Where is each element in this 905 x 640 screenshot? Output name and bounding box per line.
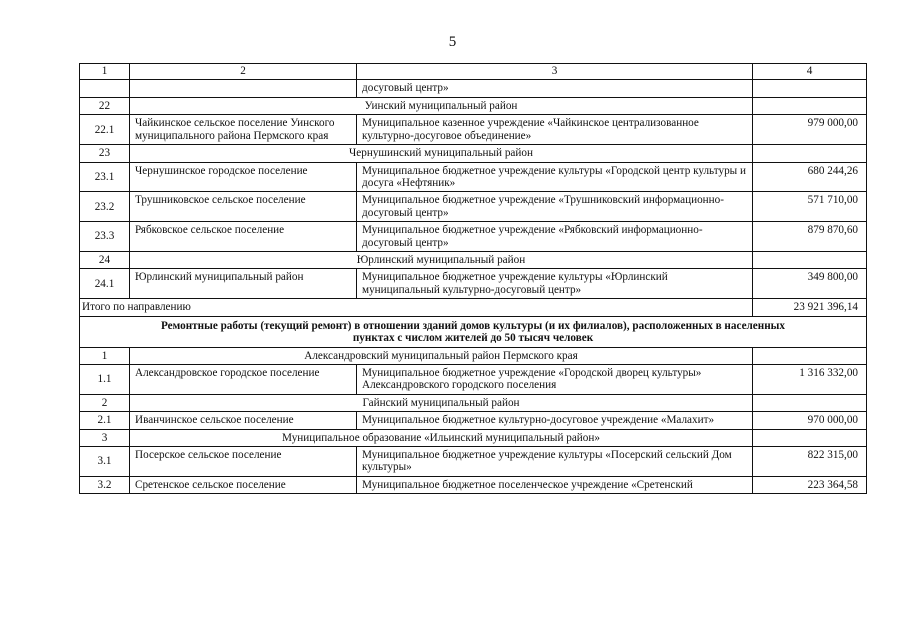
column-number: 2 [130, 64, 357, 80]
section-heading: Ремонтные работы (текущий ремонт) в отношении зданий домов культуры (и их филиалов), расположенных в населенных пунктах с числом жителей до 50 тысяч человек [80, 316, 867, 347]
settlement-cell: Сретенское сельское поселение [130, 476, 357, 493]
amount-cell: 349 800,00 [753, 269, 867, 299]
row-number: 1.1 [80, 364, 130, 394]
total-label: Итого по направлению [80, 299, 753, 316]
region-name: Юрлинский муниципальный район [130, 252, 753, 269]
table-row [80, 476, 867, 493]
region-row [80, 429, 867, 446]
institution-cell: Муниципальное бюджетное поселенческое учреждение «Сретенский [357, 476, 753, 493]
table-row [80, 269, 867, 299]
institution-cell: Муниципальное бюджетное учреждение культуры «Юрлинский муниципальный культурно-досуговый центр» [357, 269, 753, 299]
region-name: Александровский муниципальный район Пермского края [130, 347, 753, 364]
row-number: 22.1 [80, 115, 130, 145]
continued-row [80, 80, 867, 98]
institution-cell: Муниципальное бюджетное учреждение «Городской дворец культуры» Александровского городского поселения [357, 364, 753, 394]
settlement-cell: Юрлинский муниципальный район [130, 269, 357, 299]
region-number: 22 [80, 98, 130, 115]
table-row [80, 412, 867, 429]
row-number: 3.2 [80, 476, 130, 493]
institution-cell: Муниципальное бюджетное учреждение «Трушниковский информационно-досуговый центр» [357, 192, 753, 222]
funding-table [79, 63, 867, 494]
region-number: 1 [80, 347, 130, 364]
row-number: 23.3 [80, 222, 130, 252]
region-number: 2 [80, 394, 130, 411]
row-number: 2.1 [80, 412, 130, 429]
region-name: Уинский муниципальный район [130, 98, 753, 115]
table-row [80, 446, 867, 476]
amount-cell: 970 000,00 [753, 412, 867, 429]
region-row [80, 347, 867, 364]
table-row [80, 222, 867, 252]
amount-cell: 223 364,58 [753, 476, 867, 493]
row-number: 3.1 [80, 446, 130, 476]
row-number: 24.1 [80, 269, 130, 299]
total-amount: 23 921 396,14 [753, 299, 867, 316]
section-heading-row [80, 316, 867, 347]
column-number: 1 [80, 64, 130, 80]
institution-cell: Муниципальное бюджетное учреждение культуры «Городской центр культуры и досуга «Нефтяник» [357, 162, 753, 192]
settlement-cell: Посерское сельское поселение [130, 446, 357, 476]
region-row [80, 252, 867, 269]
institution-cell: Муниципальное казенное учреждение «Чайкинское централизованное культурно-досуговое объединение» [357, 115, 753, 145]
amount-cell: 822 315,00 [753, 446, 867, 476]
settlement-cell: Чайкинское сельское поселение Уинского муниципального района Пермского края [130, 115, 357, 145]
settlement-cell: Иванчинское сельское поселение [130, 412, 357, 429]
region-number: 23 [80, 145, 130, 162]
amount-cell: 879 870,60 [753, 222, 867, 252]
settlement-cell: Трушниковское сельское поселение [130, 192, 357, 222]
region-row [80, 145, 867, 162]
amount-cell: 1 316 332,00 [753, 364, 867, 394]
column-number: 3 [357, 64, 753, 80]
region-row [80, 394, 867, 411]
institution-cell: досуговый центр» [357, 80, 753, 98]
amount-cell: 680 244,26 [753, 162, 867, 192]
column-number-row [80, 64, 867, 80]
table-row [80, 115, 867, 145]
table-row [80, 364, 867, 394]
table-row [80, 162, 867, 192]
region-name: Гайнский муниципальный район [130, 394, 753, 411]
settlement-cell: Александровское городское поселение [130, 364, 357, 394]
region-number: 24 [80, 252, 130, 269]
region-row [80, 98, 867, 115]
region-name: Муниципальное образование «Ильинский муниципальный район» [130, 429, 753, 446]
settlement-cell: Чернушинское городское поселение [130, 162, 357, 192]
institution-cell: Муниципальное бюджетное учреждение культуры «Посерский сельский Дом культуры» [357, 446, 753, 476]
institution-cell: Муниципальное бюджетное учреждение «Рябковский информационно-досуговый центр» [357, 222, 753, 252]
institution-cell: Муниципальное бюджетное культурно-досуговое учреждение «Малахит» [357, 412, 753, 429]
row-number: 23.2 [80, 192, 130, 222]
region-number: 3 [80, 429, 130, 446]
region-name: Чернушинский муниципальный район [130, 145, 753, 162]
table-row [80, 192, 867, 222]
settlement-cell: Рябковское сельское поселение [130, 222, 357, 252]
amount-cell: 571 710,00 [753, 192, 867, 222]
total-row [80, 299, 867, 316]
column-number: 4 [753, 64, 867, 80]
row-number: 23.1 [80, 162, 130, 192]
amount-cell: 979 000,00 [753, 115, 867, 145]
page-number: 5 [448, 34, 457, 50]
